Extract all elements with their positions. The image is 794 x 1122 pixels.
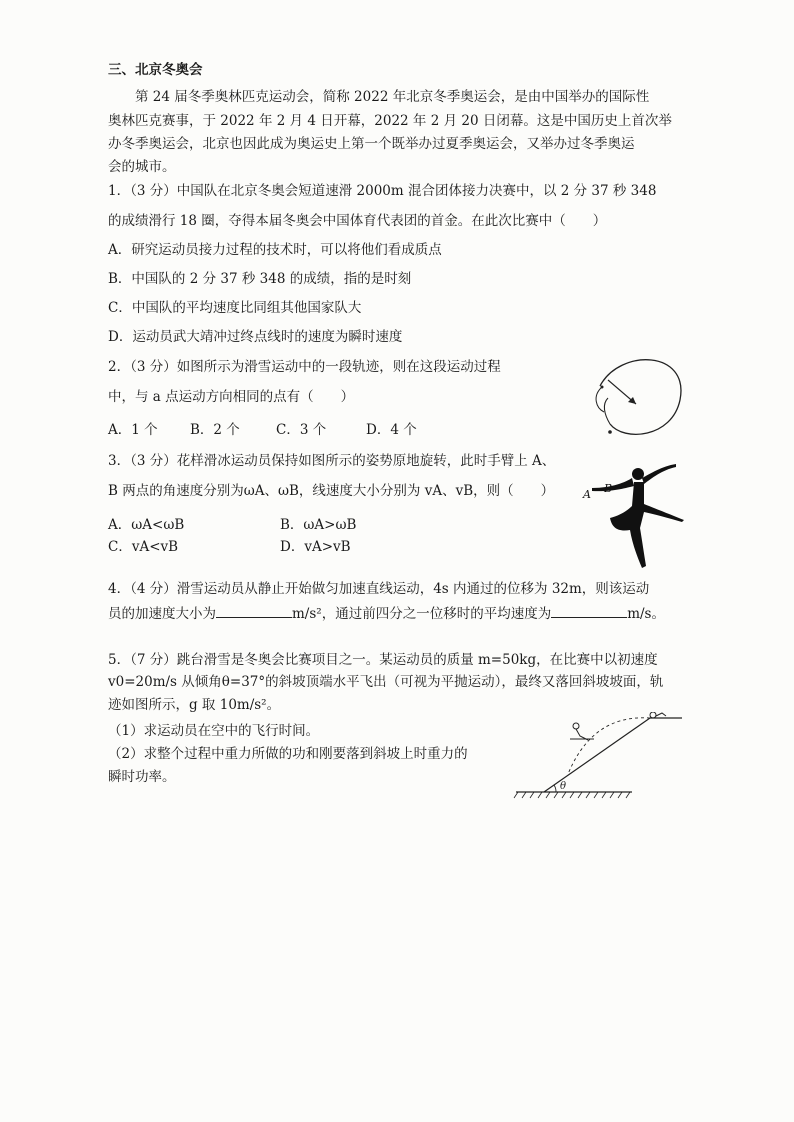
q4-blank-1[interactable] (216, 604, 292, 618)
q1-option-c: C．中国队的平均速度比同组其他国家队大 (108, 300, 362, 316)
q2-option-b: B．2 个 (190, 422, 240, 438)
q2-option-c: C．3 个 (276, 422, 327, 438)
intro-line-1: 第 24 届冬季奥林匹克运动会，简称 2022 年北京冬季奥运会，是由中国举办的国际性 (108, 89, 650, 105)
q4-stem-line-1: 4．（4 分）滑雪运动员从静止开始做匀加速直线运动，4s 内通过的位移为 32m，则该运动 (108, 581, 650, 597)
q5-sub-2-line-2: 瞬时功率。 (108, 769, 176, 785)
q4-blank-2[interactable] (551, 604, 627, 618)
q2-stem-line-2: 中，与 a 点运动方向相同的点有（ ） (108, 389, 355, 405)
q2-option-a: A．1 个 (108, 422, 158, 438)
q3-label-b: B (604, 482, 613, 495)
intro-line-4: 会的城市。 (108, 159, 176, 175)
q5-sub-2-line-1: （2）求整个过程中重力所做的功和刚要落到斜坡上时重力的 (108, 746, 468, 762)
q5-stem-line-3: 迹如图所示，g 取 10m/s²。 (108, 697, 281, 713)
section-title: 三、北京冬奥会 (108, 62, 203, 78)
q4-unit-1: m/s² (292, 606, 322, 622)
q4-text-b: ，通过前四分之一位移时的平均速度为 (321, 606, 552, 622)
q4-stem-line-2 (108, 604, 665, 623)
q2-option-d: D．4 个 (366, 422, 417, 438)
q3-option-c: C．vA<vB (108, 539, 179, 555)
intro-line-2: 奥林匹克赛事，于 2022 年 2 月 4 日开幕，2022 年 2 月 20 日闭幕。这是中国历史上首次举 (108, 113, 672, 129)
q3-skater-figure (578, 458, 688, 570)
q2-trajectory-figure (580, 352, 690, 447)
q5-stem-line-2: v0=20m/s 从倾角θ=37°的斜坡顶端水平飞出（可视为平抛运动），最终又落回斜坡坡面，轨 (108, 674, 664, 690)
q1-stem-line-2: 的成绩滑行 18 圈，夺得本届冬奥会中国体育代表团的首金。在此次比赛中（ ） (108, 213, 607, 229)
q5-angle-label: θ (560, 781, 567, 792)
q3-option-b: B．ωA>ωB (280, 517, 357, 533)
q4-text-a: 员的加速度大小为 (108, 606, 216, 622)
q4-unit-2: m/s。 (627, 606, 665, 622)
q1-option-a: A．研究运动员接力过程的技术时，可以将他们看成质点 (108, 242, 442, 258)
q3-stem-line-1: 3．（3 分）花样滑冰运动员保持如图所示的姿势原地旋转，此时手臂上 A、 (108, 453, 556, 469)
q1-option-d: D．运动员武大靖冲过终点线时的速度为瞬时速度 (108, 329, 403, 345)
q3-option-a: A．ωA<ωB (108, 517, 185, 533)
q5-ski-jump-figure (510, 712, 690, 804)
q1-stem-line-1: 1．（3 分）中国队在北京冬奥会短道速滑 2000m 混合团体接力决赛中，以 2 分 37 秒 348 (108, 183, 657, 199)
q1-option-b: B．中国队的 2 分 37 秒 348 的成绩，指的是时刻 (108, 271, 412, 287)
q5-sub-1: （1）求运动员在空中的飞行时间。 (108, 723, 320, 739)
q3-stem-line-2: B 两点的角速度分别为ωA、ωB，线速度大小分别为 vA、vB，则（ ） (108, 483, 555, 499)
q5-stem-line-1: 5．（7 分）跳台滑雪是冬奥会比赛项目之一。某运动员的质量 m=50kg，在比赛中以初速度 (108, 652, 658, 668)
q3-option-d: D．vA>vB (280, 539, 351, 555)
intro-line-3: 办冬季奥运会，北京也因此成为奥运史上第一个既举办过夏季奥运会，又举办过冬季奥运 (108, 136, 635, 152)
q3-label-a: A (583, 488, 591, 501)
q2-stem-line-1: 2．（3 分）如图所示为滑雪运动中的一段轨迹，则在这段运动过程 (108, 359, 501, 375)
